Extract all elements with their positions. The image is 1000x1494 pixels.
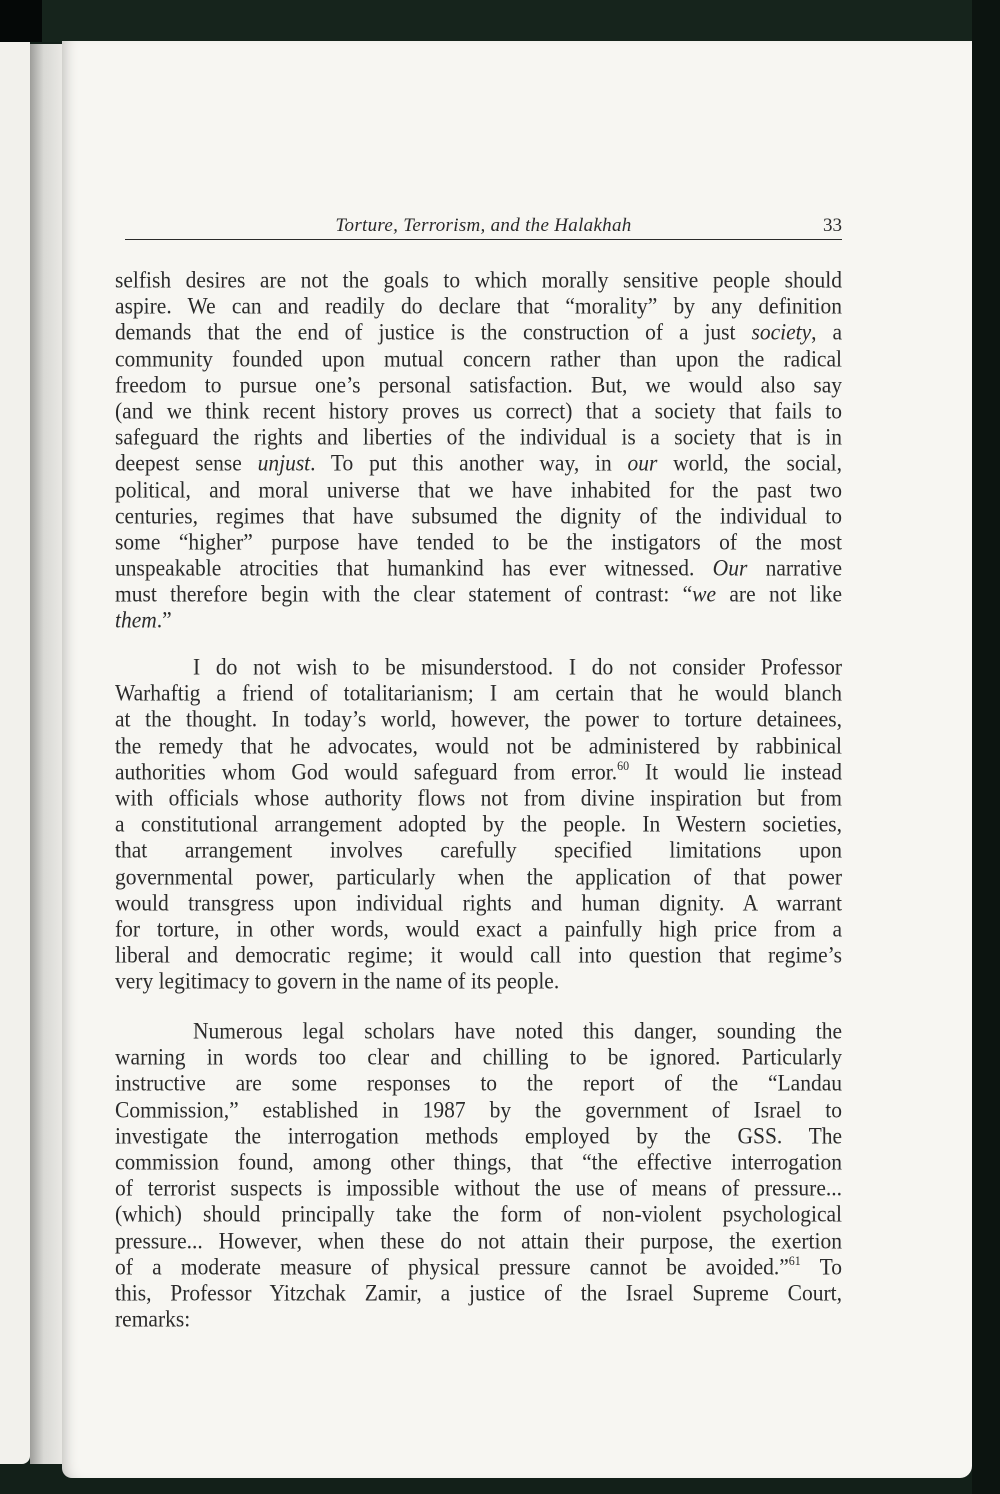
text-segment: aspire. We can and readily do declare that “morality” by any definition [115, 293, 842, 320]
text-line [115, 653, 842, 681]
paragraph [115, 267, 842, 634]
text-segment: (which) should principally take the form of non-violent psychological [115, 1201, 842, 1228]
text-line [115, 810, 842, 838]
text-segment: unspeakable atrocities that humankind has ever witnessed. [115, 555, 713, 582]
italic-text: them [115, 607, 157, 634]
book-cover-right [972, 0, 1000, 1494]
text-line [115, 345, 842, 373]
page-number: 33 [823, 215, 842, 236]
text-segment: It would lie instead [629, 758, 842, 785]
page-gutter-shadow [30, 44, 64, 1464]
text-line [115, 889, 842, 917]
text-segment: some “higher” purpose have tended to be the instigators of the most [115, 528, 842, 555]
text-segment: community founded upon mutual concern rather than upon the radical [115, 345, 842, 372]
text-line [115, 967, 842, 995]
text-line [115, 862, 842, 890]
text-line [115, 1174, 842, 1202]
text-segment: governmental power, particularly when the application of that power [115, 863, 842, 890]
text-line [115, 1226, 842, 1254]
text-line [115, 679, 842, 707]
text-line [115, 1043, 842, 1071]
text-segment: centuries, regimes that have subsumed the dignity of the individual to [115, 502, 842, 529]
text-line [115, 554, 842, 582]
text-segment: liberal and democratic regime; it would call into question that regime’s [115, 942, 842, 969]
text-segment: of terrorist suspects is impossible without the use of means of pressure... [115, 1175, 842, 1202]
text-segment: are not like [716, 581, 842, 608]
running-head [125, 215, 842, 240]
text-line [115, 266, 842, 294]
text-segment: a constitutional arrangement adopted by the people. In Western societies, [115, 811, 842, 838]
text-line [115, 1279, 842, 1307]
text-line [115, 836, 842, 864]
text-segment: selfish desires are not the goals to which morally sensitive people should [115, 267, 842, 293]
text-segment: world, the social, [657, 450, 842, 477]
italic-text: we [692, 581, 717, 608]
book-cover-top [0, 0, 1000, 42]
text-segment: freedom to pursue one’s personal satisfaction. But, we would also say [115, 371, 842, 398]
paragraph [115, 654, 842, 994]
text-segment: authorities whom God would safeguard from error. [115, 758, 618, 785]
text-segment: political, and moral universe that we have inhabited for the past two [115, 476, 842, 503]
text-line [115, 1069, 842, 1097]
italic-text: our [627, 450, 658, 477]
text-line [115, 1148, 842, 1176]
text-segment: at the thought. In today’s world, however, the power to torture detainees, [115, 706, 842, 733]
text-segment: for torture, in other words, would exact a painfully high price from a [115, 915, 842, 942]
text-segment: warning in words too clear and chilling to be ignored. Particularly [115, 1044, 842, 1071]
text-segment: pressure... However, when these do not attain their purpose, the exertion [115, 1227, 842, 1254]
text-line [115, 449, 842, 477]
text-line [115, 705, 842, 733]
italic-text: Our [712, 555, 748, 582]
text-segment: I do not wish to be misunderstood. I do not consider Professor [193, 654, 842, 680]
text-segment: narrative [747, 555, 842, 582]
footnote-marker: 61 [788, 1252, 801, 1268]
text-segment: (and we think recent history proves us correct) that a society that fails to [115, 397, 842, 424]
text-segment: would transgress upon individual rights and human dignity. A warrant [115, 889, 842, 916]
text-line [115, 528, 842, 556]
running-head-title: Torture, Terrorism, and the Halakhah [335, 215, 632, 236]
text-line [115, 758, 842, 786]
text-line [115, 732, 842, 760]
text-segment: demands that the end of justice is the construction of a just [115, 319, 752, 346]
text-line [115, 1200, 842, 1228]
italic-text: society [751, 319, 812, 346]
text-segment: deepest sense [115, 450, 258, 477]
text-segment: remarks: [115, 1306, 191, 1333]
text-segment: must therefore begin with the clear statement of contrast: “ [115, 581, 693, 608]
text-line [115, 1122, 842, 1150]
text-line [115, 915, 842, 943]
text-segment: of a moderate measure of physical pressure cannot be avoided.” [115, 1253, 789, 1280]
text-segment: Numerous legal scholars have noted this danger, sounding the [193, 1018, 842, 1044]
text-line [115, 371, 842, 399]
text-line [115, 475, 842, 503]
text-line [115, 580, 842, 608]
book-spine-corner [0, 0, 42, 42]
text-line [115, 1253, 842, 1281]
text-segment: commission found, among other things, that “the effective interrogation [115, 1148, 842, 1175]
text-line [115, 606, 842, 634]
text-line [115, 941, 842, 969]
text-line [115, 1017, 842, 1045]
text-segment: . To put this another way, in [310, 450, 628, 477]
text-segment: very legitimacy to govern in the name of its people. [115, 968, 560, 995]
italic-text: unjust [257, 450, 311, 477]
text-segment: To [800, 1253, 842, 1280]
text-line [115, 292, 842, 320]
text-line [115, 1305, 842, 1333]
text-line [115, 502, 842, 530]
text-segment: , a [811, 319, 842, 346]
text-segment: this, Professor Yitzchak Zamir, a justice of the Israel Supreme Court, [115, 1279, 842, 1306]
footnote-marker: 60 [617, 757, 630, 773]
text-segment: the remedy that he advocates, would not be administered by rabbinical [115, 732, 842, 759]
text-segment: .” [156, 607, 172, 634]
text-segment: that arrangement involves carefully specified limitations upon [115, 837, 842, 864]
text-line [115, 397, 842, 425]
text-segment: investigate the interrogation methods employed by the GSS. The [115, 1122, 842, 1149]
text-segment: with officials whose authority flows not from divine inspiration but from [115, 784, 842, 811]
text-segment: Warhaftig a friend of totalitarianism; I am certain that he would blanch [115, 680, 842, 707]
text-segment: Commission,” established in 1987 by the government of Israel to [115, 1096, 842, 1123]
text-line [115, 318, 842, 346]
text-line [115, 423, 842, 451]
text-segment: safeguard the rights and liberties of the individual is a society that is in [115, 424, 842, 451]
text-line [115, 1096, 842, 1124]
text-line [115, 784, 842, 812]
paragraph [115, 1018, 842, 1332]
previous-page-edge [0, 42, 30, 1464]
text-segment: instructive are some responses to the report of the “Landau [115, 1070, 842, 1097]
